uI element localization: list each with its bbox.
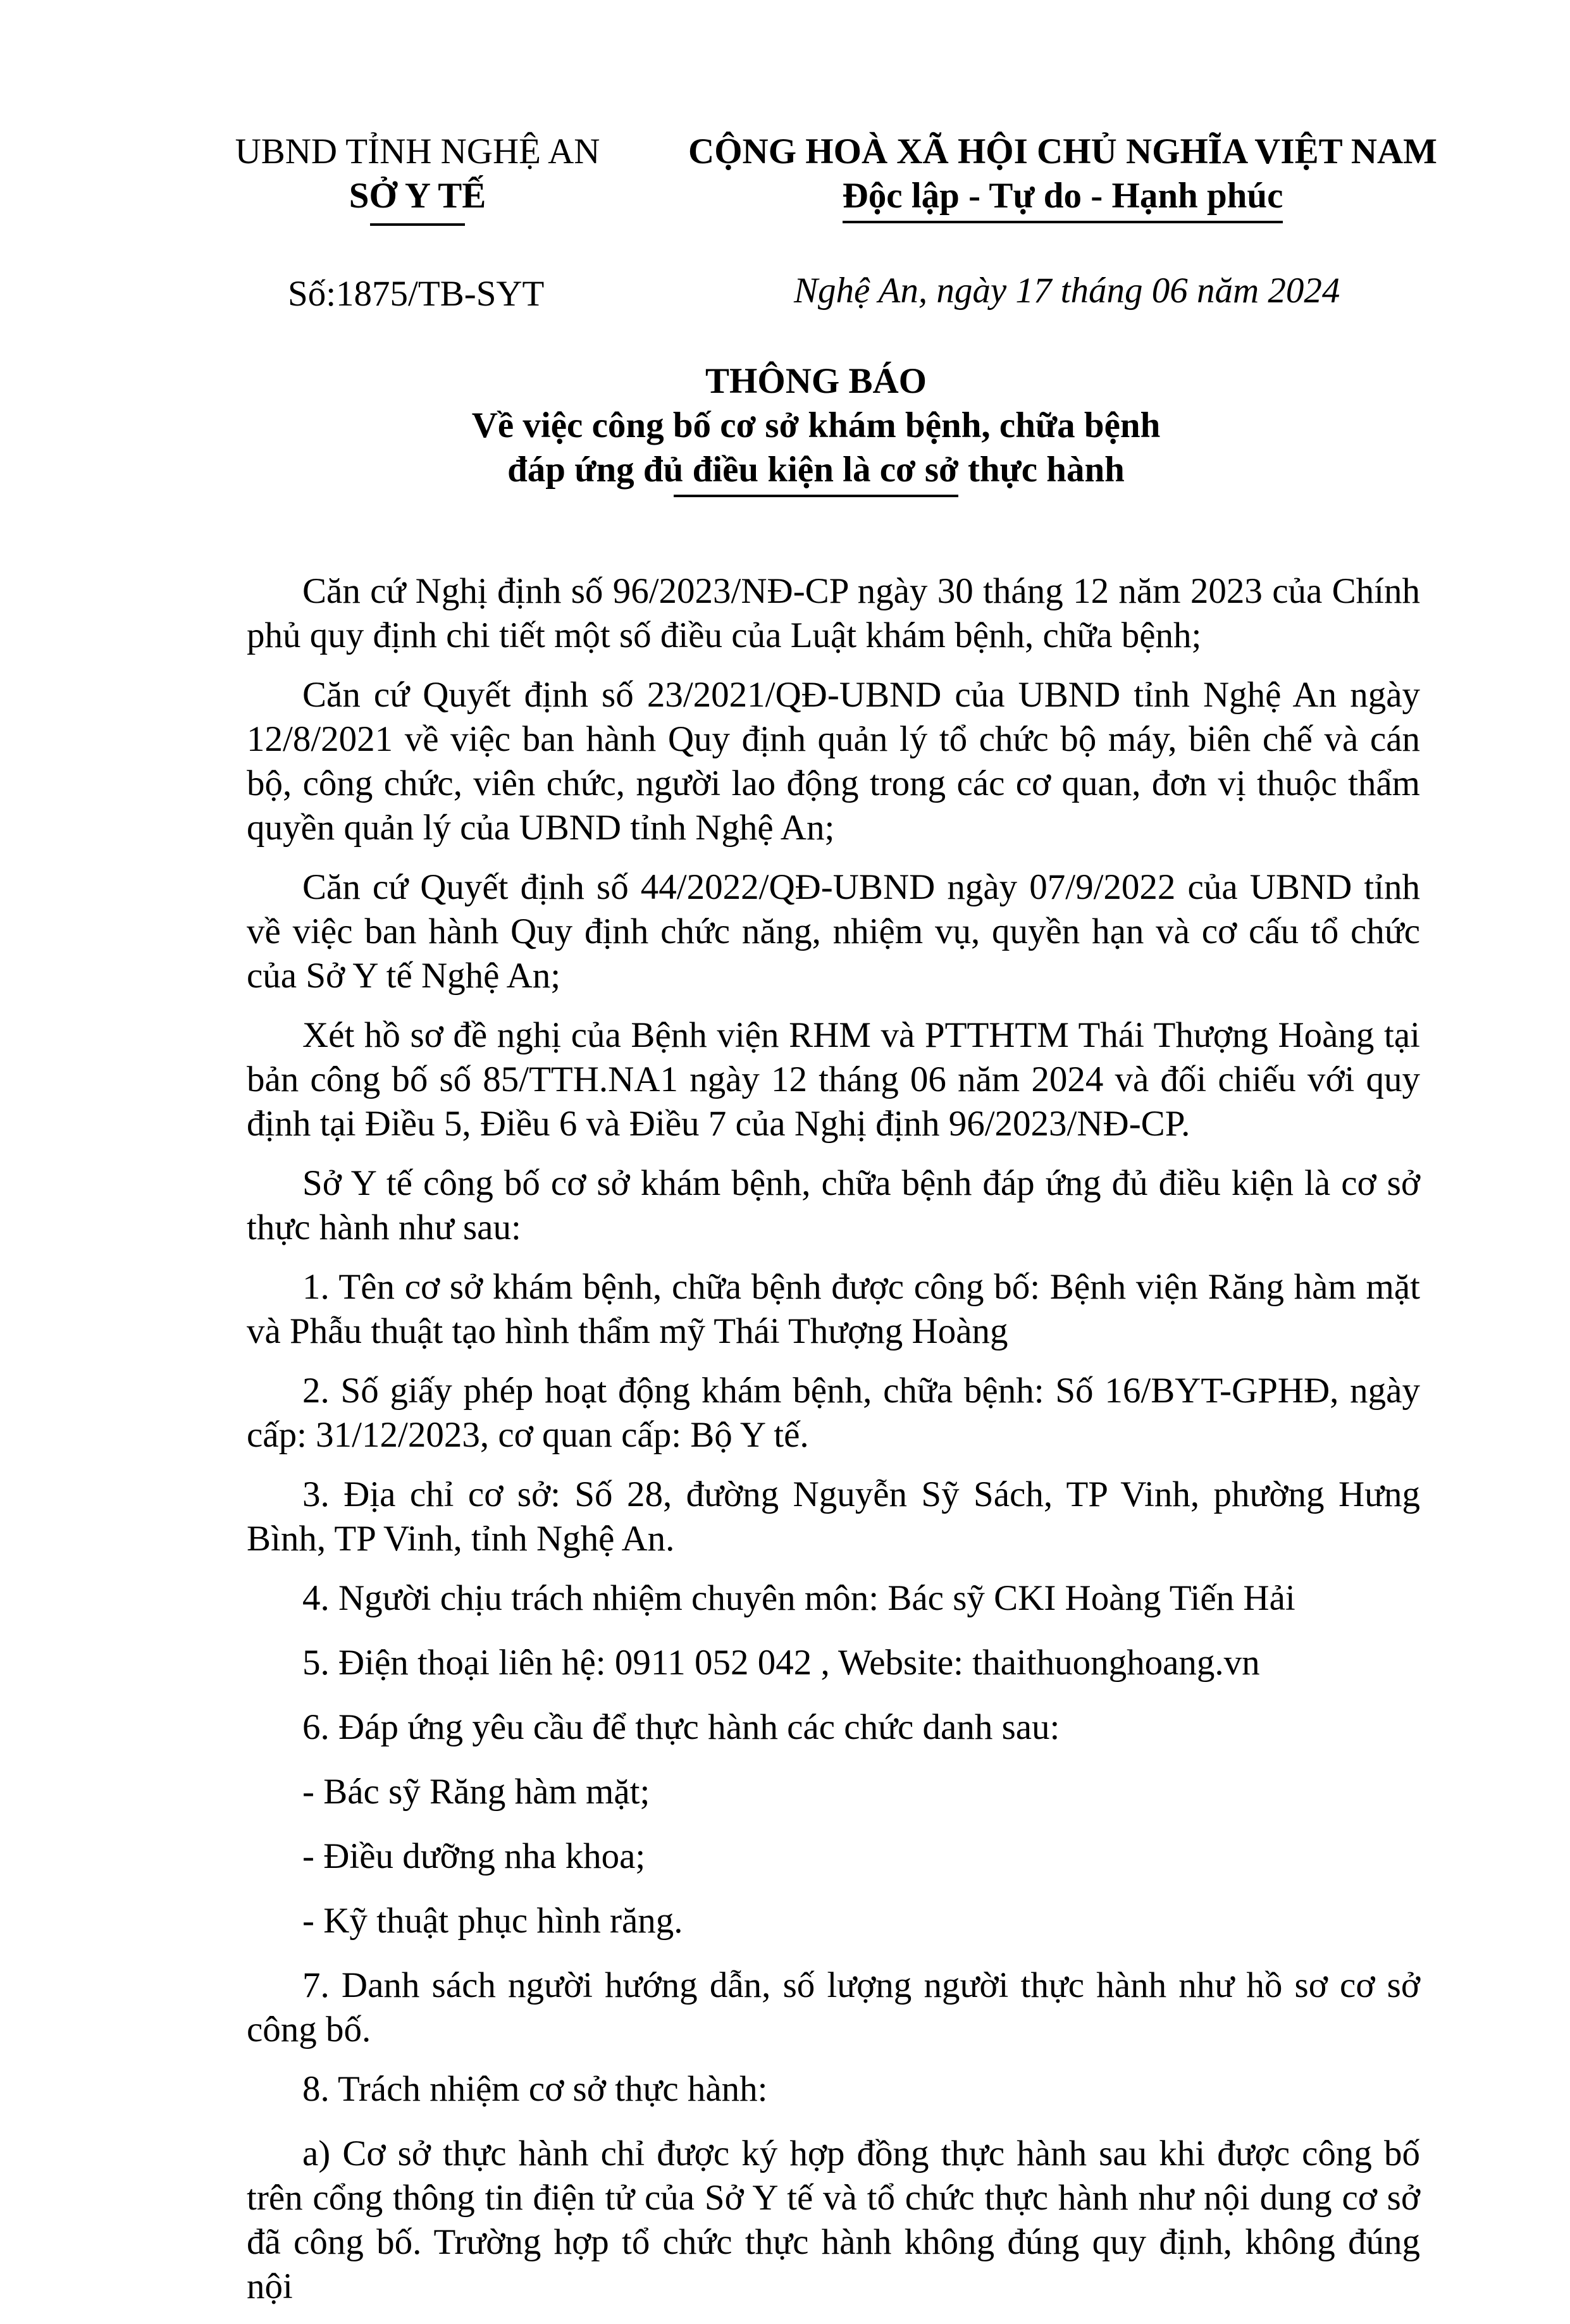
document-date: Nghệ An, ngày 17 tháng 06 năm 2024 [794,271,1340,311]
list-item: 5. Điện thoại liên hệ: 0911 052 042 , Website: thaithuonghoang.vn [302,1643,1260,1683]
paragraph: a) Cơ sở thực hành chỉ được ký hợp đồng thực hành sau khi được công bố trên cổng thông tin điện tử của Sở Y tế và tổ chức thực hành như nội dung cơ sở đã công bố. Trường hợp tổ chức thực hành không đúng quy định, không đúng nội [247,2134,1420,2306]
list-item: 4. Người chịu trách nhiệm chuyên môn: Bác sỹ CKI Hoàng Tiến Hải [302,1578,1295,1618]
org-name: UBND TỈNH NGHỆ AN [235,132,600,171]
list-item: 3. Địa chỉ cơ sở: Số 28, đường Nguyễn Sỹ Sách, TP Vinh, phường Hưng Bình, TP Vinh, tỉnh Nghệ An. [247,1474,1420,1559]
sub-list-item: - Kỹ thuật phục hình răng. [302,1901,683,1941]
list-item: 2. Số giấy phép hoạt động khám bệnh, chữa bệnh: Số 16/BYT-GPHĐ, ngày cấp: 31/12/2023, cơ quan cấp: Bộ Y tế. [247,1371,1420,1455]
national-motto: Độc lập - Tự do - Hạnh phúc [843,174,1283,223]
title-main: THÔNG BÁO [705,361,927,401]
paragraph: Căn cứ Quyết định số 23/2021/QĐ-UBND của UBND tỉnh Nghệ An ngày 12/8/2021 về việc ban hành Quy định quản lý tổ chức bộ máy, biên chế và cán bộ, công chức, viên chức, người lao động trong các cơ quan, đơn vị thuộc thẩm quyền quản lý của UBND tỉnh Nghệ An; [247,675,1420,848]
list-item: 6. Đáp ứng yêu cầu để thực hành các chức danh sau: [302,1707,1060,1747]
dept-name: SỞ Y TẾ [349,176,486,216]
dept-underline [370,223,465,226]
title-subject-line-1: Về việc công bố cơ sở khám bệnh, chữa bệnh [471,405,1161,445]
sub-list-item: - Bác sỹ Răng hàm mặt; [302,1772,650,1812]
document-number: Số:1875/TB-SYT [288,274,545,314]
national-heading [658,130,1468,223]
title-subject-line-2: đáp ứng đủ điều kiện là cơ sở thực hành [507,450,1125,490]
republic-name: CỘNG HOÀ XÃ HỘI CHỦ NGHĨA VIỆT NAM [688,132,1437,171]
list-item: 8. Trách nhiệm cơ sở thực hành: [302,2069,768,2109]
list-item: 1. Tên cơ sở khám bệnh, chữa bệnh được công bố: Bệnh viện Răng hàm mặt và Phẫu thuật tạo hình thẩm mỹ Thái Thượng Hoàng [247,1267,1420,1351]
paragraph: Xét hồ sơ đề nghị của Bệnh viện RHM và PTTHTM Thái Thượng Hoàng tại bản công bố số 85/TTH.NA1 ngày 12 tháng 06 năm 2024 và đối chiếu với quy định tại Điều 5, Điều 6 và Điều 7 của Nghị định 96/2023/NĐ-CP. [247,1015,1420,1144]
paragraph: Sở Y tế công bố cơ sở khám bệnh, chữa bệnh đáp ứng đủ điều kiện là cơ sở thực hành như sau: [247,1163,1420,1247]
sub-list-item: - Điều dưỡng nha khoa; [302,1836,646,1876]
document-title [209,359,1423,497]
paragraph: Căn cứ Quyết định số 44/2022/QĐ-UBND ngày 07/9/2022 của UBND tỉnh về việc ban hành Quy định chức năng, nhiệm vụ, quyền hạn và cơ cấu tổ chức của Sở Y tế Nghệ An; [247,867,1420,996]
document-body [247,569,1420,2324]
list-item: 7. Danh sách người hướng dẫn, số lượng người thực hành như hồ sơ cơ sở công bố. [247,1965,1420,2049]
issuing-authority [209,130,626,226]
title-underline [674,495,958,497]
paragraph: Căn cứ Nghị định số 96/2023/NĐ-CP ngày 30 tháng 12 năm 2023 của Chính phủ quy định chi tiết một số điều của Luật khám bệnh, chữa bệnh; [247,571,1420,655]
